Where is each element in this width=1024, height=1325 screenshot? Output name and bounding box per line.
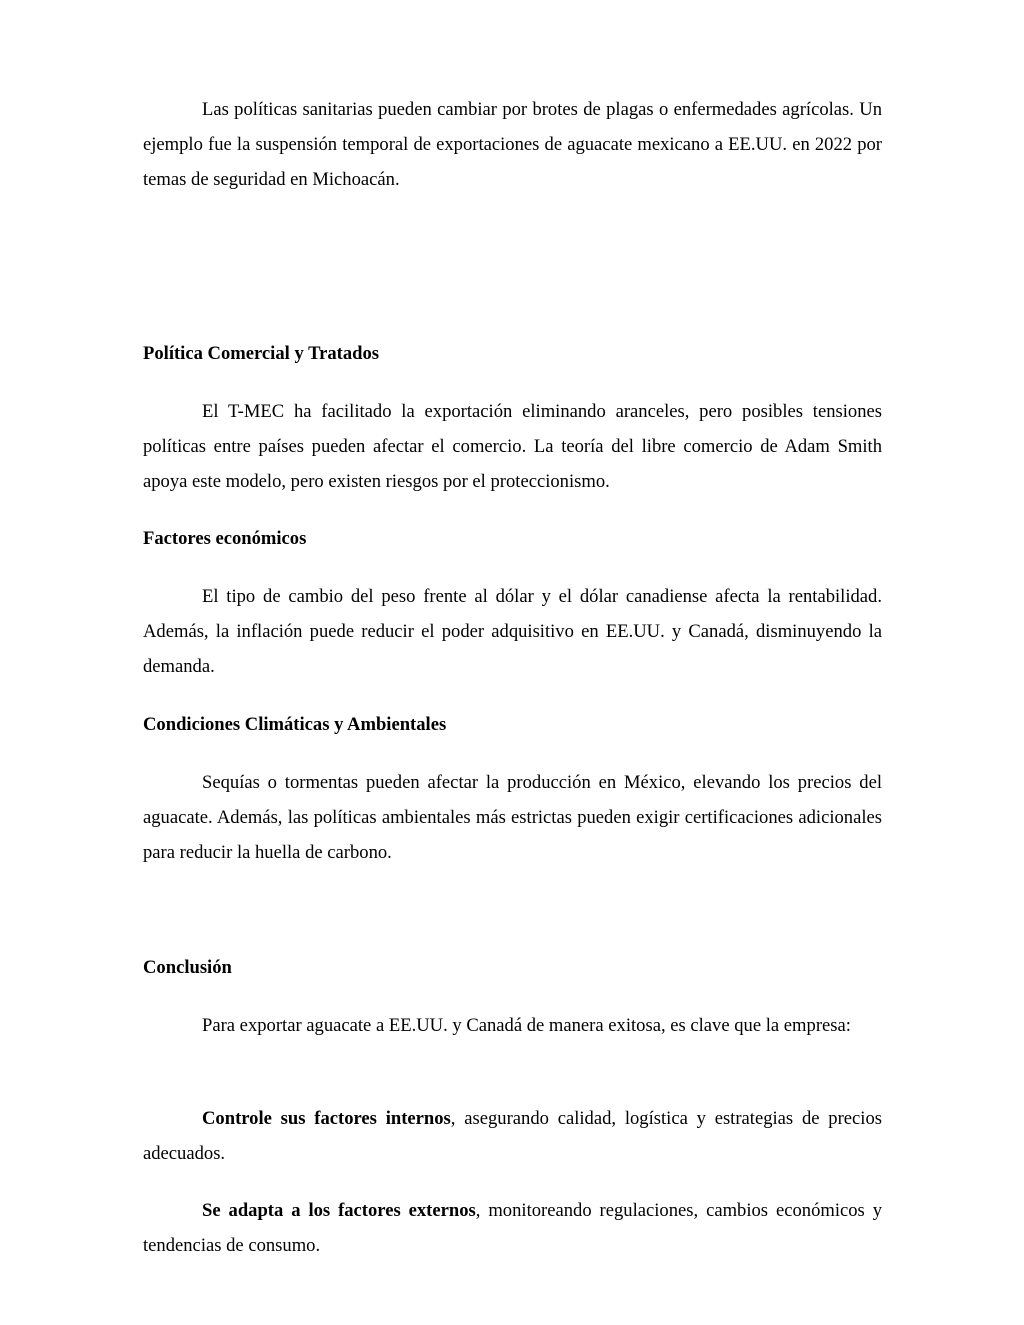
paragraph-sanitary-policies: Las políticas sanitarias pueden cambiar por brotes de plagas o enfermedades agrícolas. Un ejemplo fue la suspensión temporal de exportaciones de aguacate mexicano a EE.UU. en 2022 por temas de seguridad en Michoacán. <box>143 99 882 190</box>
paragraph-conclusion-intro: Para exportar aguacate a EE.UU. y Canadá de manera exitosa, es clave que la empresa: <box>202 1015 851 1036</box>
heading-economic-factors: Factores económicos <box>143 528 307 549</box>
internal-factors-bold: Controle sus factores internos <box>202 1108 451 1129</box>
external-factors-bold: Se adapta a los factores externos <box>202 1200 476 1221</box>
paragraph-internal-factors <box>143 1101 882 1171</box>
paragraph-climate: Sequías o tormentas pueden afectar la producción en México, elevando los precios del aguacate. Además, las políticas ambientales más estrictas pueden exigir certificaciones adicionales para reducir la huella de carbono. <box>143 772 882 863</box>
heading-conclusion: Conclusión <box>143 957 232 978</box>
internal-factors-text: , asegurando calidad, logística y estrategias de precios adecuados. <box>143 1108 882 1164</box>
paragraph-economic: El tipo de cambio del peso frente al dólar y el dólar canadiense afecta la rentabilidad. Además, la inflación puede reducir el poder adquisitivo en EE.UU. y Canadá, disminuyendo la demanda. <box>143 586 882 677</box>
paragraph-tmec: El T-MEC ha facilitado la exportación eliminando aranceles, pero posibles tensiones políticas entre países pueden afectar el comercio. La teoría del libre comercio de Adam Smith apoya este modelo, pero existen riesgos por el proteccionismo. <box>143 401 882 492</box>
heading-trade-policy: Política Comercial y Tratados <box>143 343 379 364</box>
paragraph-external-factors <box>143 1193 882 1263</box>
external-factors-text: , monitoreando regulaciones, cambios económicos y tendencias de consumo. <box>143 1200 883 1256</box>
heading-climate-conditions: Condiciones Climáticas y Ambientales <box>143 714 447 735</box>
